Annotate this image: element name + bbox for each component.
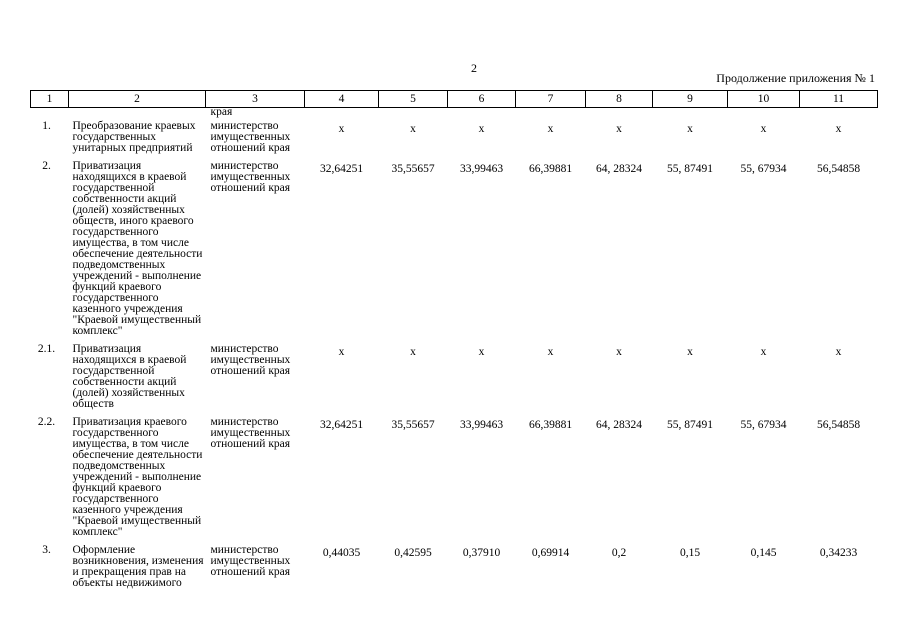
row-value: 0,37910 [462, 547, 501, 559]
row-value: 55, 87491 [667, 163, 713, 175]
row-number: 2. [42, 160, 51, 172]
row-value: x [760, 123, 767, 135]
column-header: 10 [728, 91, 800, 108]
row-value: x [547, 346, 554, 358]
table-row [31, 117, 878, 157]
column-header: 5 [379, 91, 448, 108]
row-value: 32,64251 [319, 419, 364, 431]
row-name: Оформление возникновения, изменения и прекращения прав на объекты недвижимого [72, 544, 204, 589]
table-row [31, 157, 878, 340]
appendix-continuation-note: Продолжение приложения № 1 [716, 71, 875, 85]
column-header: 7 [516, 91, 586, 108]
row-value: 56,54858 [816, 163, 861, 175]
page-number: 2 [471, 61, 477, 75]
row-value: x [478, 346, 485, 358]
row-name: Приватизация краевого государственного имущества, в том числе обеспечение деятельности подведомственных учреждений - выполнение функций краевого государственного казенного учреждения "Краевой имущественный комплекс" [72, 416, 203, 538]
row-value: x [760, 346, 767, 358]
row-value: x [410, 346, 416, 358]
column-header: 1 [31, 91, 69, 108]
column-header: 3 [206, 91, 305, 108]
table-row [31, 541, 878, 589]
table-row [31, 340, 878, 413]
row-value: 0,15 [679, 547, 701, 559]
row-value: 0,145 [750, 547, 777, 559]
column-header: 9 [653, 91, 728, 108]
column-header: 8 [586, 91, 653, 108]
column-header: 6 [448, 91, 516, 108]
row-value: 0,42595 [394, 547, 432, 559]
row-value: x [687, 123, 693, 135]
carryover-text: края [210, 106, 233, 118]
row-value: 35,55657 [391, 163, 435, 175]
row-value: 0,2 [611, 547, 627, 559]
row-ministry: министерство имущественных отношений края [210, 160, 291, 194]
table-row [31, 413, 878, 541]
row-value: x [547, 123, 554, 135]
row-value: x [616, 123, 622, 135]
row-value: 0,44035 [322, 547, 361, 559]
row-value: 55, 67934 [740, 419, 787, 431]
row-number: 2.1. [37, 343, 56, 355]
row-value: 55, 87491 [667, 419, 713, 431]
row-value: 64, 28324 [596, 163, 642, 175]
row-value: 66,39881 [528, 163, 573, 175]
row-value: x [478, 123, 485, 135]
row-value: 0,34233 [819, 547, 858, 559]
row-value: 32,64251 [319, 163, 364, 175]
column-header: 2 [69, 91, 206, 108]
row-number: 1. [42, 120, 51, 132]
row-value: 66,39881 [528, 419, 573, 431]
row-value: x [338, 346, 345, 358]
column-header: 11 [800, 91, 878, 108]
budget-table [30, 90, 878, 589]
row-value: x [338, 123, 345, 135]
row-value: 55, 67934 [740, 163, 787, 175]
row-value: x [687, 346, 693, 358]
row-value: x [835, 123, 842, 135]
row-name: Преобразование краевых государственных унитарных предприятий [72, 120, 196, 154]
row-value: 0,69914 [531, 547, 570, 559]
row-ministry: министерство имущественных отношений края [210, 120, 291, 154]
header-row [31, 91, 878, 108]
row-value: x [616, 346, 622, 358]
row-value: 64, 28324 [596, 419, 642, 431]
row-value: x [410, 123, 416, 135]
row-number: 3. [42, 544, 51, 556]
row-name: Приватизация находящихся в краевой государственной собственности акций (долей) хозяйственных обществ [72, 343, 187, 410]
row-value: 35,55657 [391, 419, 435, 431]
row-ministry: министерство имущественных отношений края [210, 416, 291, 450]
row-name: Приватизация находящихся в краевой государственной собственности акций (долей) хозяйственных обществ, иного краевого государственного имущества, в том числе обеспечение деятельности подведомственных учреждений - выполнение функций краевого государственного казенного учреждения "Краевой имущественный комплекс" [72, 160, 203, 337]
row-value: 33,99463 [459, 163, 504, 175]
row-ministry: министерство имущественных отношений края [210, 544, 291, 578]
row-value: x [835, 346, 842, 358]
row-ministry: министерство имущественных отношений края [210, 343, 291, 377]
carryover-row [31, 108, 878, 118]
row-value: 56,54858 [816, 419, 861, 431]
row-value: 33,99463 [459, 419, 504, 431]
row-number: 2.2. [37, 416, 56, 428]
column-header: 4 [305, 91, 379, 108]
